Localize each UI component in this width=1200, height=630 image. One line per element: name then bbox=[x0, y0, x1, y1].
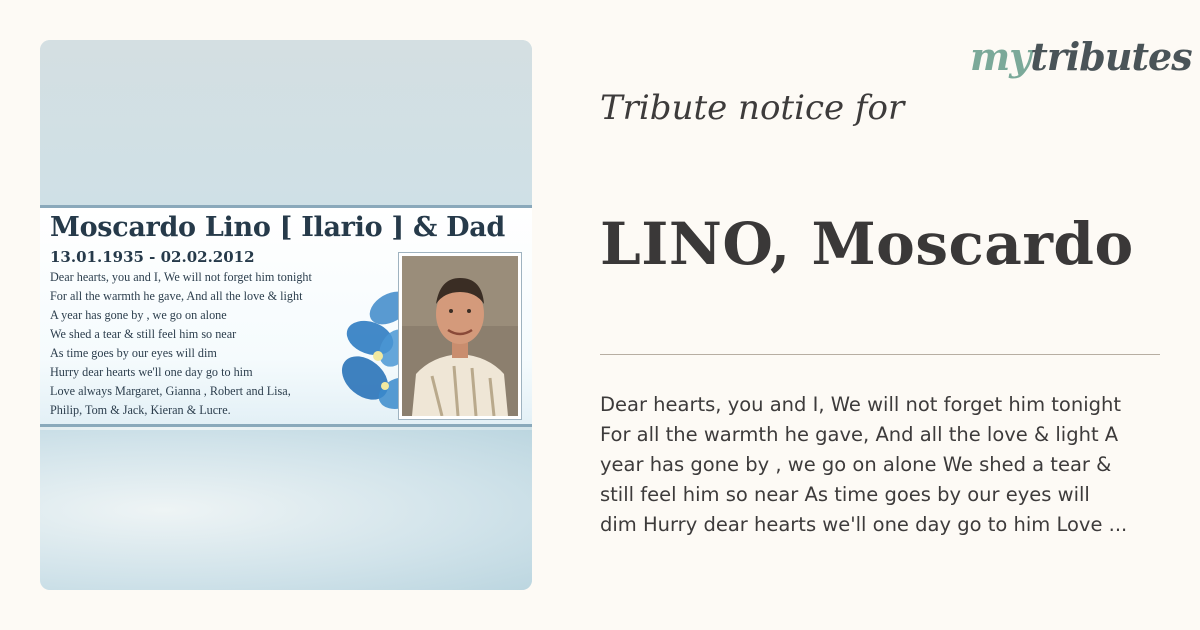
notice-dates: 13.01.1935 - 02.02.2012 bbox=[50, 248, 255, 266]
portrait-photo bbox=[398, 252, 522, 420]
deceased-name: LINO, Moscardo bbox=[600, 210, 1134, 278]
notice-card bbox=[40, 205, 532, 427]
tribute-image bbox=[40, 40, 532, 590]
notice-line: Hurry dear hearts we'll one day go to him bbox=[50, 365, 253, 379]
notice-line: As time goes by our eyes will dim bbox=[50, 346, 217, 360]
notice-body bbox=[50, 268, 370, 420]
portrait-image bbox=[402, 256, 518, 416]
tribute-excerpt: Dear hearts, you and I, We will not forget him tonight For all the warmth he gave, And all the love & light A year has gone by , we go on alone We shed a tear & still feel him so near As time goes by our eyes will dim Hurry dear hearts we'll one day go to him Love ... bbox=[600, 393, 1128, 536]
notice-line: Dear hearts, you and I, We will not forget him tonight bbox=[50, 270, 312, 284]
mytributes-logo[interactable] bbox=[970, 34, 1192, 94]
notice-title: Moscardo Lino [ Ilario ] & Dad bbox=[50, 212, 506, 243]
notice-line: Philip, Tom & Jack, Kieran & Lucre. bbox=[50, 403, 231, 417]
divider bbox=[600, 354, 1160, 355]
subtitle: Tribute notice for bbox=[600, 88, 905, 128]
logo-tributes: tributes bbox=[1030, 34, 1192, 79]
image-blur-top bbox=[40, 40, 532, 205]
notice-line: A year has gone by , we go on alone bbox=[50, 308, 227, 322]
logo-my: my bbox=[970, 34, 1031, 79]
notice-line: For all the warmth he gave, And all the love & light bbox=[50, 289, 303, 303]
image-blur-bottom bbox=[40, 430, 532, 590]
notice-line: Love always Margaret, Gianna , Robert and Lisa, bbox=[50, 384, 291, 398]
notice-line: We shed a tear & still feel him so near bbox=[50, 327, 237, 341]
